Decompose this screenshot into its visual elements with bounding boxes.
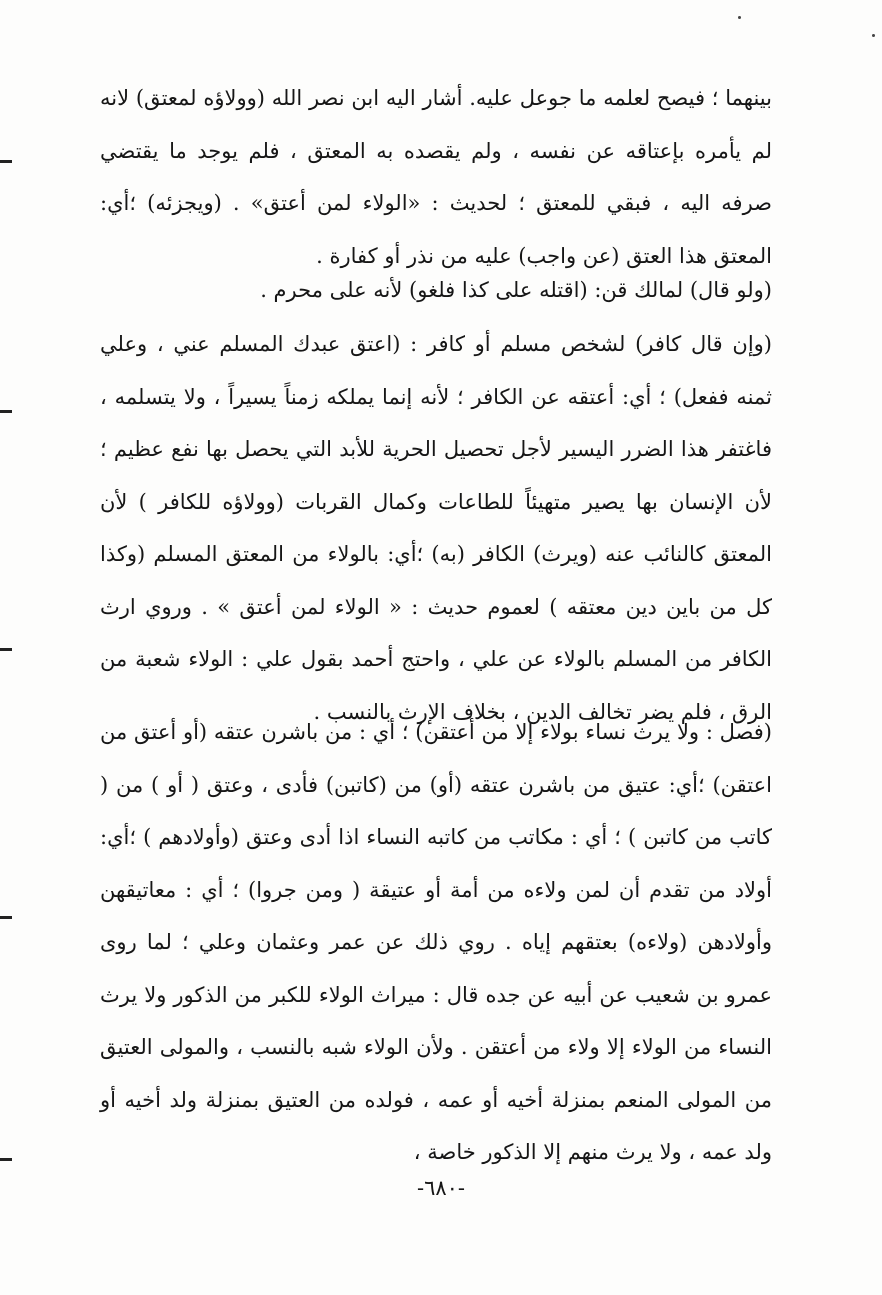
paragraph-text: (ولو قال) لمالك قن: (اقتله على كذا فلغو) لأنه على محرم .: [260, 278, 772, 302]
paragraph-2: [100, 264, 772, 317]
paragraph-text: (فصل : ولا يرث نساء بولاء إلا من أعتقن) ؛ أي : من باشرن عتقه (أو أعتق من اعتقن) ؛أي: عتيق من باشرن عتقه (أو) من (كاتبن) فأدى ، وعتق ( أو ) من ( كاتب من كاتبن ) ؛ أي : مكاتب من كاتبه النساء اذا أدى وعتق (وأولادهم ) ؛أي: أولاد من تقدم أن لمن ولاءه من أمة أو عتيقة ( ومن جروا) ؛ أي : معاتيقهن وأولادهن (ولاءه) بعتقهم إياه . روي ذلك عن عمر وعثمان وعلي ؛ لما روى عمرو بن شعيب عن أبيه عن جده قال : ميراث الولاء للكبر من الذكور ولا يرث النساء من الولاء إلا ولاء من أعتقن . ولأن الولاء شبه بالنسب ، والمولى العتيق من المولى المنعم بمنزلة أخيه أو عمه ، فولده من العتيق بمنزلة ولد أخيه أو ولد عمه ، ولا يرث منهم إلا الذكور خاصة ،: [100, 720, 772, 1164]
margin-mark: [0, 916, 12, 919]
margin-mark: [0, 648, 12, 651]
paragraph-text: (وإن قال كافر) لشخص مسلم أو كافر : (اعتق عبدك المسلم عني ، وعلي ثمنه ففعل) ؛ أي: أعتقه عن الكافر ؛ لأنه إنما يملكه زمناً يسيراً ، ولا يتسلمه ، فاغتفر هذا الضرر اليسير لأجل تحصيل الحرية للأبد التي يحصل بها نفع عظيم ؛ لأن الإنسان بها يصير متهيئاً للطاعات وكمال القربات (وولاؤه للكافر ) لأن المعتق كالنائب عنه (ويرث) الكافر (به) ؛أي: بالولاء من المعتق المسلم (وكذا كل من باين دين معتقه ) لعموم حديث : « الولاء لمن أعتق » . وروي ارث الكافر من المسلم بالولاء عن علي ، واحتج أحمد بقول علي : الولاء شعبة من الرق ، فلم يضر تخالف الدين ، بخلاف الإرث بالنسب .: [100, 332, 772, 724]
margin-mark: [0, 160, 12, 163]
paragraph-1: [100, 72, 772, 282]
margin-mark: [0, 1158, 12, 1161]
page-number: -٦٨٠-: [416, 1176, 466, 1200]
paragraph-text: بينهما ؛ فيصح لعلمه ما جوعل عليه. أشار اليه ابن نصر الله (وولاؤه لمعتق) لانه لم يأمره بإعتاقه عن نفسه ، ولم يقصده به المعتق ، فلم يوجد ما يقتضي صرفه اليه ، فبقي للمعتق ؛ لحديث : «الولاء لمن أعتق» . (ويجزئه) ؛أي: المعتق هذا العتق (عن واجب) عليه من نذر أو كفارة .: [100, 86, 772, 268]
margin-mark: [0, 410, 12, 413]
paragraph-4: [100, 706, 772, 1179]
scan-speck: [738, 16, 741, 19]
paragraph-3: [100, 318, 772, 738]
scan-speck: [872, 34, 875, 37]
